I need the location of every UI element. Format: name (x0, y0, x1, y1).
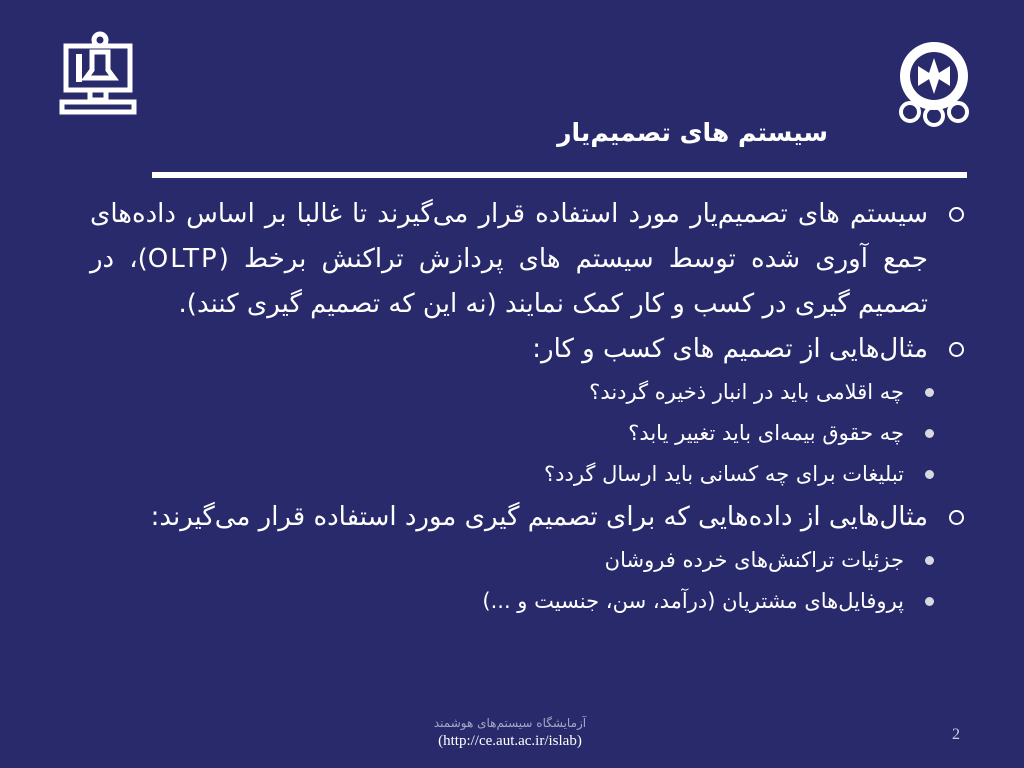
hollow-circle-bullet-icon (949, 510, 964, 525)
dot-bullet-icon (925, 388, 934, 397)
sub-bullet-text: چه اقلامی باید در انبار ذخیره گردند؟ (589, 380, 904, 404)
dot-bullet-icon (925, 597, 934, 606)
title-divider (152, 172, 967, 178)
sub-bullet-text: پروفایل‌های مشتریان (درآمد، سن، جنسیت و ...) (482, 589, 904, 613)
dot-bullet-icon (925, 470, 934, 479)
sub-bullet-item (90, 372, 970, 413)
footer-text: آزمایشگاه سیستم‌های هوشمند (433, 716, 587, 730)
bullet-text: سیستم های تصمیم‌یار مورد استفاده قرار می‌گیرند تا غالبا بر اساس داده‌های جمع آوری شده توسط سیستم های پردازش تراکنش برخط (OLTP)، در تصمیم گیری در کسب و کار کمک نمایند (نه این که تصمیم گیری کنند). (90, 199, 928, 319)
slide-title: سیستم های تصمیم‌یار (557, 118, 828, 147)
bullet-text: مثال‌هایی از تصمیم های کسب و کار: (532, 334, 928, 364)
bullet-item (90, 192, 970, 327)
slide-footer (300, 714, 720, 750)
sub-bullet-text: تبلیغات برای چه کسانی باید ارسال گردد؟ (543, 462, 904, 486)
sub-bullet-item (90, 581, 970, 622)
dot-bullet-icon (925, 429, 934, 438)
sub-bullet-text: چه حقوق بیمه‌ای باید تغییر یابد؟ (628, 421, 904, 445)
bullet-item (90, 327, 970, 372)
sub-bullet-item (90, 454, 970, 495)
sub-bullet-item (90, 413, 970, 454)
sub-bullet-text: جزئیات تراکنش‌های خرده فروشان (604, 548, 904, 572)
slide-body (90, 192, 970, 622)
sub-bullet-item (90, 540, 970, 581)
bullet-text: مثال‌هایی از داده‌هایی که برای تصمیم گیری مورد استفاده قرار می‌گیرند: (150, 502, 928, 532)
page-number: 2 (952, 726, 960, 743)
hollow-circle-bullet-icon (949, 207, 964, 222)
dot-bullet-icon (925, 556, 934, 565)
bullet-item (90, 495, 970, 540)
university-emblem-icon (888, 36, 980, 128)
hollow-circle-bullet-icon (949, 342, 964, 357)
footer-url: (http://ce.aut.ac.ir/islab) (438, 733, 582, 749)
computer-user-icon (52, 30, 144, 118)
